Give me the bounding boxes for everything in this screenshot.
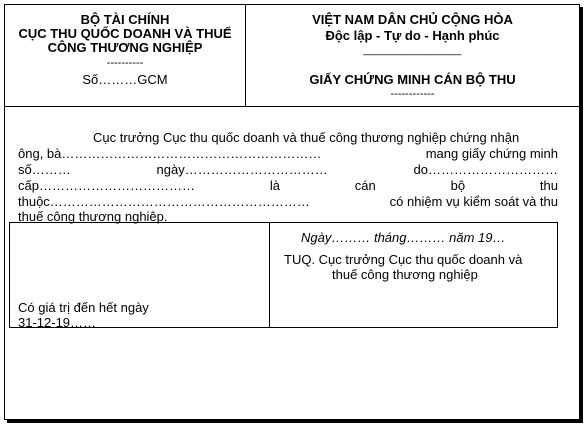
signature-title-line1: TUQ. Cục trưởng Cục thu quốc doanh và (284, 252, 523, 267)
unit-field: thuộc…………………………………………………… (18, 194, 310, 209)
body-line-3 (18, 162, 558, 177)
word-can: cán (354, 178, 376, 193)
duty-text: có nhiệm vụ kiểm soát và thu (389, 194, 558, 209)
number-field: số……… (18, 162, 71, 177)
title-dashes: ------------ (390, 88, 435, 100)
id-text: mang giấy chứng minh (425, 146, 558, 161)
body-line-5 (18, 194, 558, 209)
signature-title-line2: thuế công thương nghiệp (332, 267, 478, 282)
validity-date: 31-12-19…… (18, 315, 97, 330)
signing-date: Ngày……… tháng……… năm 19… (301, 230, 506, 245)
department-name-line1: CỤC THU QUỐC DOANH VÀ THUẾ (18, 26, 232, 41)
department-name-line2: CÔNG THƯƠNG NGHIỆP (47, 40, 203, 55)
issuer-field: do………………………… (413, 162, 558, 177)
word-la: là (269, 178, 280, 193)
country-name: VIỆT NAM DÂN CHỦ CỘNG HÒA (312, 12, 513, 27)
body-line-4 (18, 178, 558, 193)
header-bottom-rule (5, 106, 579, 107)
word-bo: bộ (450, 178, 466, 193)
word-thu: thu (539, 178, 558, 193)
ministry-name: BỘ TÀI CHÍNH (80, 12, 170, 27)
body-line-6: thuế công thương nghiệp. (18, 209, 168, 224)
document-number: Số………GCM (82, 72, 168, 87)
left-header-dashes: ---------- (106, 57, 144, 69)
issued-field: cấp……………………………… (18, 178, 195, 193)
date-field: ngày…………………………… (156, 162, 328, 177)
body-line-1: Cục trưởng Cục thu quốc doanh và thuế công thương nghiệp chứng nhận (93, 130, 520, 145)
national-motto: Độc lập - Tự do - Hạnh phúc (325, 28, 500, 43)
certificate-frame (4, 4, 580, 420)
person-name-field: ông, bà…………………………………………………… (18, 146, 322, 161)
motto-underline: ________________ (363, 44, 462, 56)
certificate-title: GIẤY CHỨNG MINH CÁN BỘ THU (309, 72, 516, 87)
body-line-2 (18, 146, 558, 161)
validity-label: Có giá trị đến hết ngày (18, 300, 149, 315)
